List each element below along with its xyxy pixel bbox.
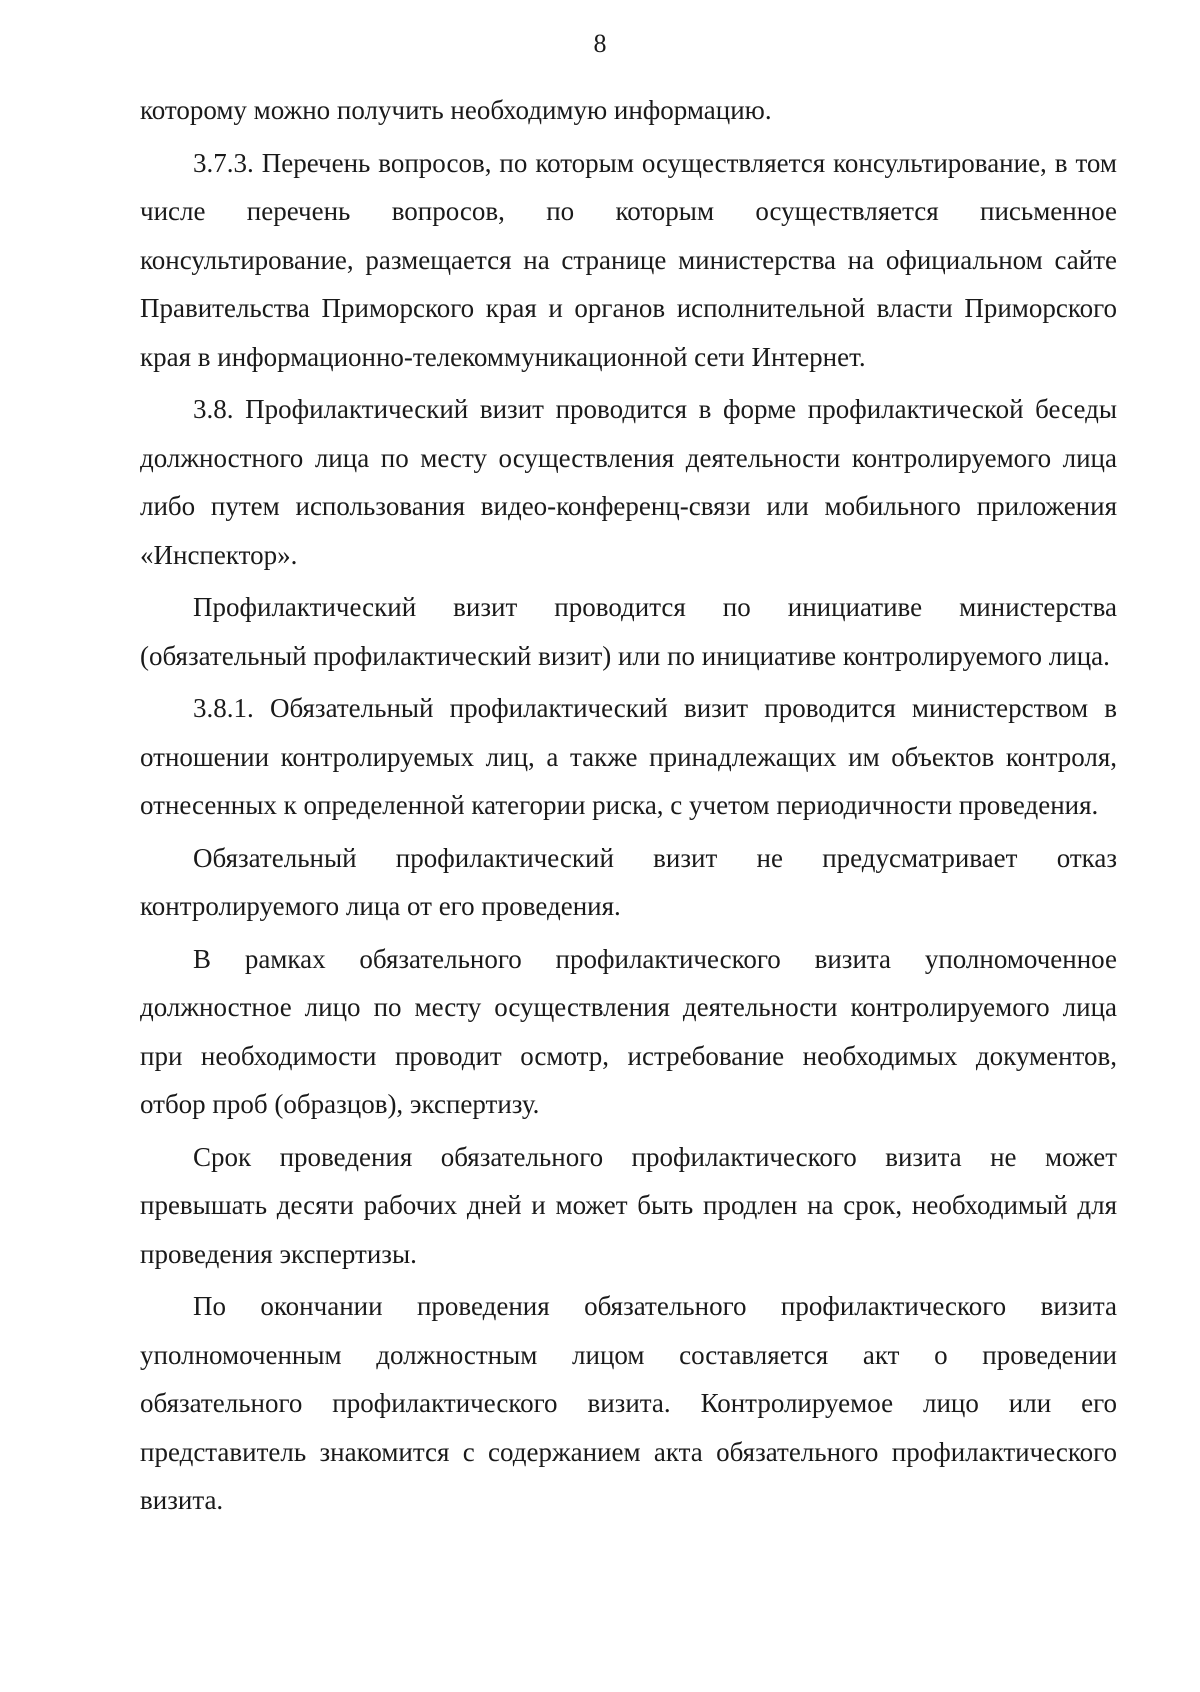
paragraph-no-refusal: Обязательный профилактический визит не предусматривает отказ контролируемого лица от его проведения. (140, 842, 1117, 921)
paragraph-visit-initiative: Профилактический визит проводится по инициативе министерства (обязательный профилактический визит) или по инициативе контролируемого лица. (140, 592, 1117, 671)
paragraph-visit-act: По окончании проведения обязательного профилактического визита уполномоченным должностным лицом составляется акт о проведении обязательного профилактического визита. Контролируемое лицо или его представитель знакомится с содержанием акта обязательного профилактического визита. (140, 1291, 1117, 1515)
paragraph-visit-duration: Срок проведения обязательного профилактического визита не может превышать десяти рабочих дней и может быть продлен на срок, необходимый для проведения экспертизы. (140, 1141, 1117, 1269)
paragraph-3-8-1: 3.8.1. Обязательный профилактический визит проводится министерством в отношении контролируемых лиц, а также принадлежащих им объектов контроля, отнесенных к определенной категории риска, с учетом периодичности проведения. (140, 693, 1117, 820)
paragraph-continuation: которому можно получить необходимую информацию. (140, 95, 772, 125)
paragraph-visit-scope: В рамках обязательного профилактического визита уполномоченное должностное лицо по месту осуществления деятельности контролируемого лица при необходимости проводит осмотр, истребование необходимых документов, отбор проб (образцов), экспертизу. (140, 943, 1117, 1119)
page-number: 8 (593, 29, 607, 58)
document-body (140, 86, 1117, 1529)
paragraph-3-7-3: 3.7.3. Перечень вопросов, по которым осуществляется консультирование, в том числе перечень вопросов, по которым осуществляется письменное консультирование, размещается на странице министерства на официальном сайте Правительства Приморского края и органов исполнительной власти Приморского края в информационно-телекоммуникационной сети Интернет. (140, 147, 1117, 372)
paragraph-3-8: 3.8. Профилактический визит проводится в форме профилактической беседы должностного лица по месту осуществления деятельности контролируемого лица либо путем использования видео-конференц-связи или мобильного приложения «Инспектор». (140, 394, 1117, 570)
